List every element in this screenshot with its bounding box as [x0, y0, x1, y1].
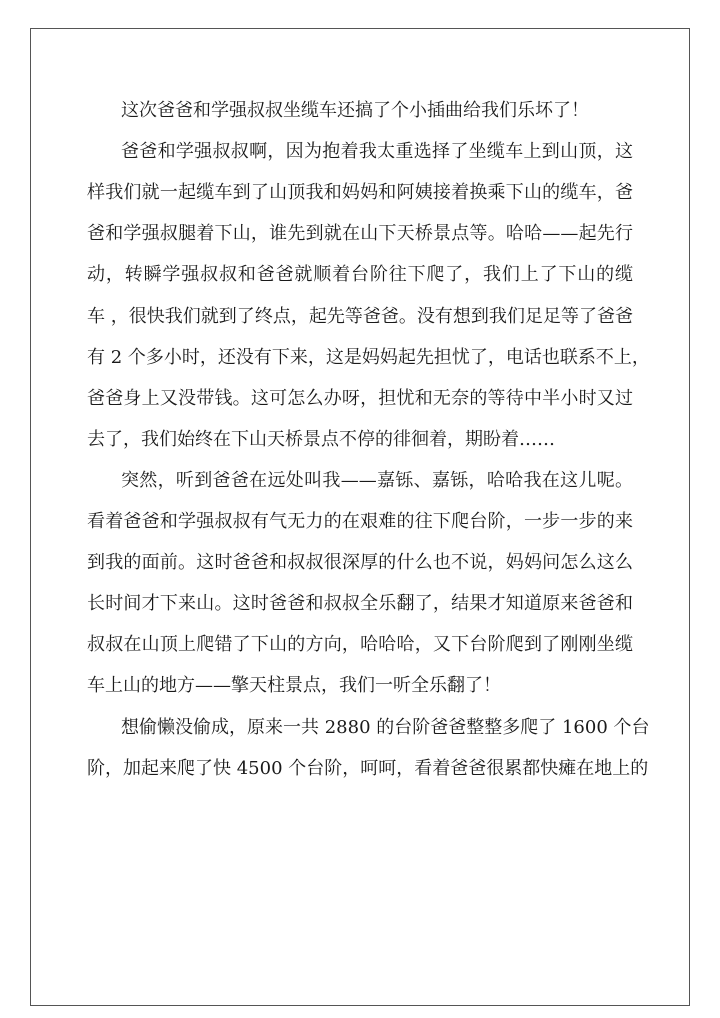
text-line: 阶，加起来爬了快 4500 个台阶，呵呵，看着爸爸很累都快瘫在地上的 — [87, 758, 649, 779]
text-line: 想偷懒没偷成，原来一共 2880 的台阶爸爸整整多爬了 1600 个台 — [121, 717, 650, 738]
text-line: 车 ，很快我们就到了终点，起先等爸爸。没有想到我们足足等了爸爸 — [87, 306, 633, 327]
text-line: 爸爸和学强叔叔啊，因为抱着我太重选择了坐缆车上到山顶，这 — [121, 141, 633, 162]
text-line: 叔叔在山顶上爬错了下山的方向，哈哈哈，又下台阶爬到了刚刚坐缆 — [87, 634, 633, 655]
text-line: 这次爸爸和学强叔叔坐缆车还搞了个小插曲给我们乐坏了！ — [121, 100, 589, 121]
text-line: 去了，我们始终在下山天桥景点不停的徘徊着，期盼着…… — [87, 429, 555, 450]
text-line: 爸爸身上又没带钱。这可怎么办呀，担忧和无奈的等待中半小时又过 — [87, 388, 633, 409]
text-line: 动，转瞬学强叔叔和爸爸就顺着台阶往下爬了，我们上了下山的缆 — [87, 264, 633, 285]
text-line: 到我的面前。这时爸爸和叔叔很深厚的什么也不说，妈妈问怎么这么 — [87, 552, 633, 573]
text-line: 看着爸爸和学强叔叔有气无力的在艰难的往下爬台阶，一步一步的来 — [87, 511, 633, 532]
text-line: 有 2 个多小时，还没有下来，这是妈妈起先担忧了，电话也联系不上， — [87, 347, 650, 368]
text-line: 长时间才下来山。这时爸爸和叔叔全乐翻了，结果才知道原来爸爸和 — [87, 593, 633, 614]
text-line: 样我们就一起缆车到了山顶我和妈妈和阿姨接着换乘下山的缆车，爸 — [87, 182, 633, 203]
text-line: 爸和学强叔腿着下山，谁先到就在山下天桥景点等。哈哈——起先行 — [87, 223, 633, 244]
text-line: 车上山的地方——擎天柱景点，我们一听全乐翻了！ — [87, 675, 501, 696]
text-line: 突然，听到爸爸在远处叫我——嘉铄、嘉铄，哈哈我在这儿呢。 — [121, 470, 633, 491]
